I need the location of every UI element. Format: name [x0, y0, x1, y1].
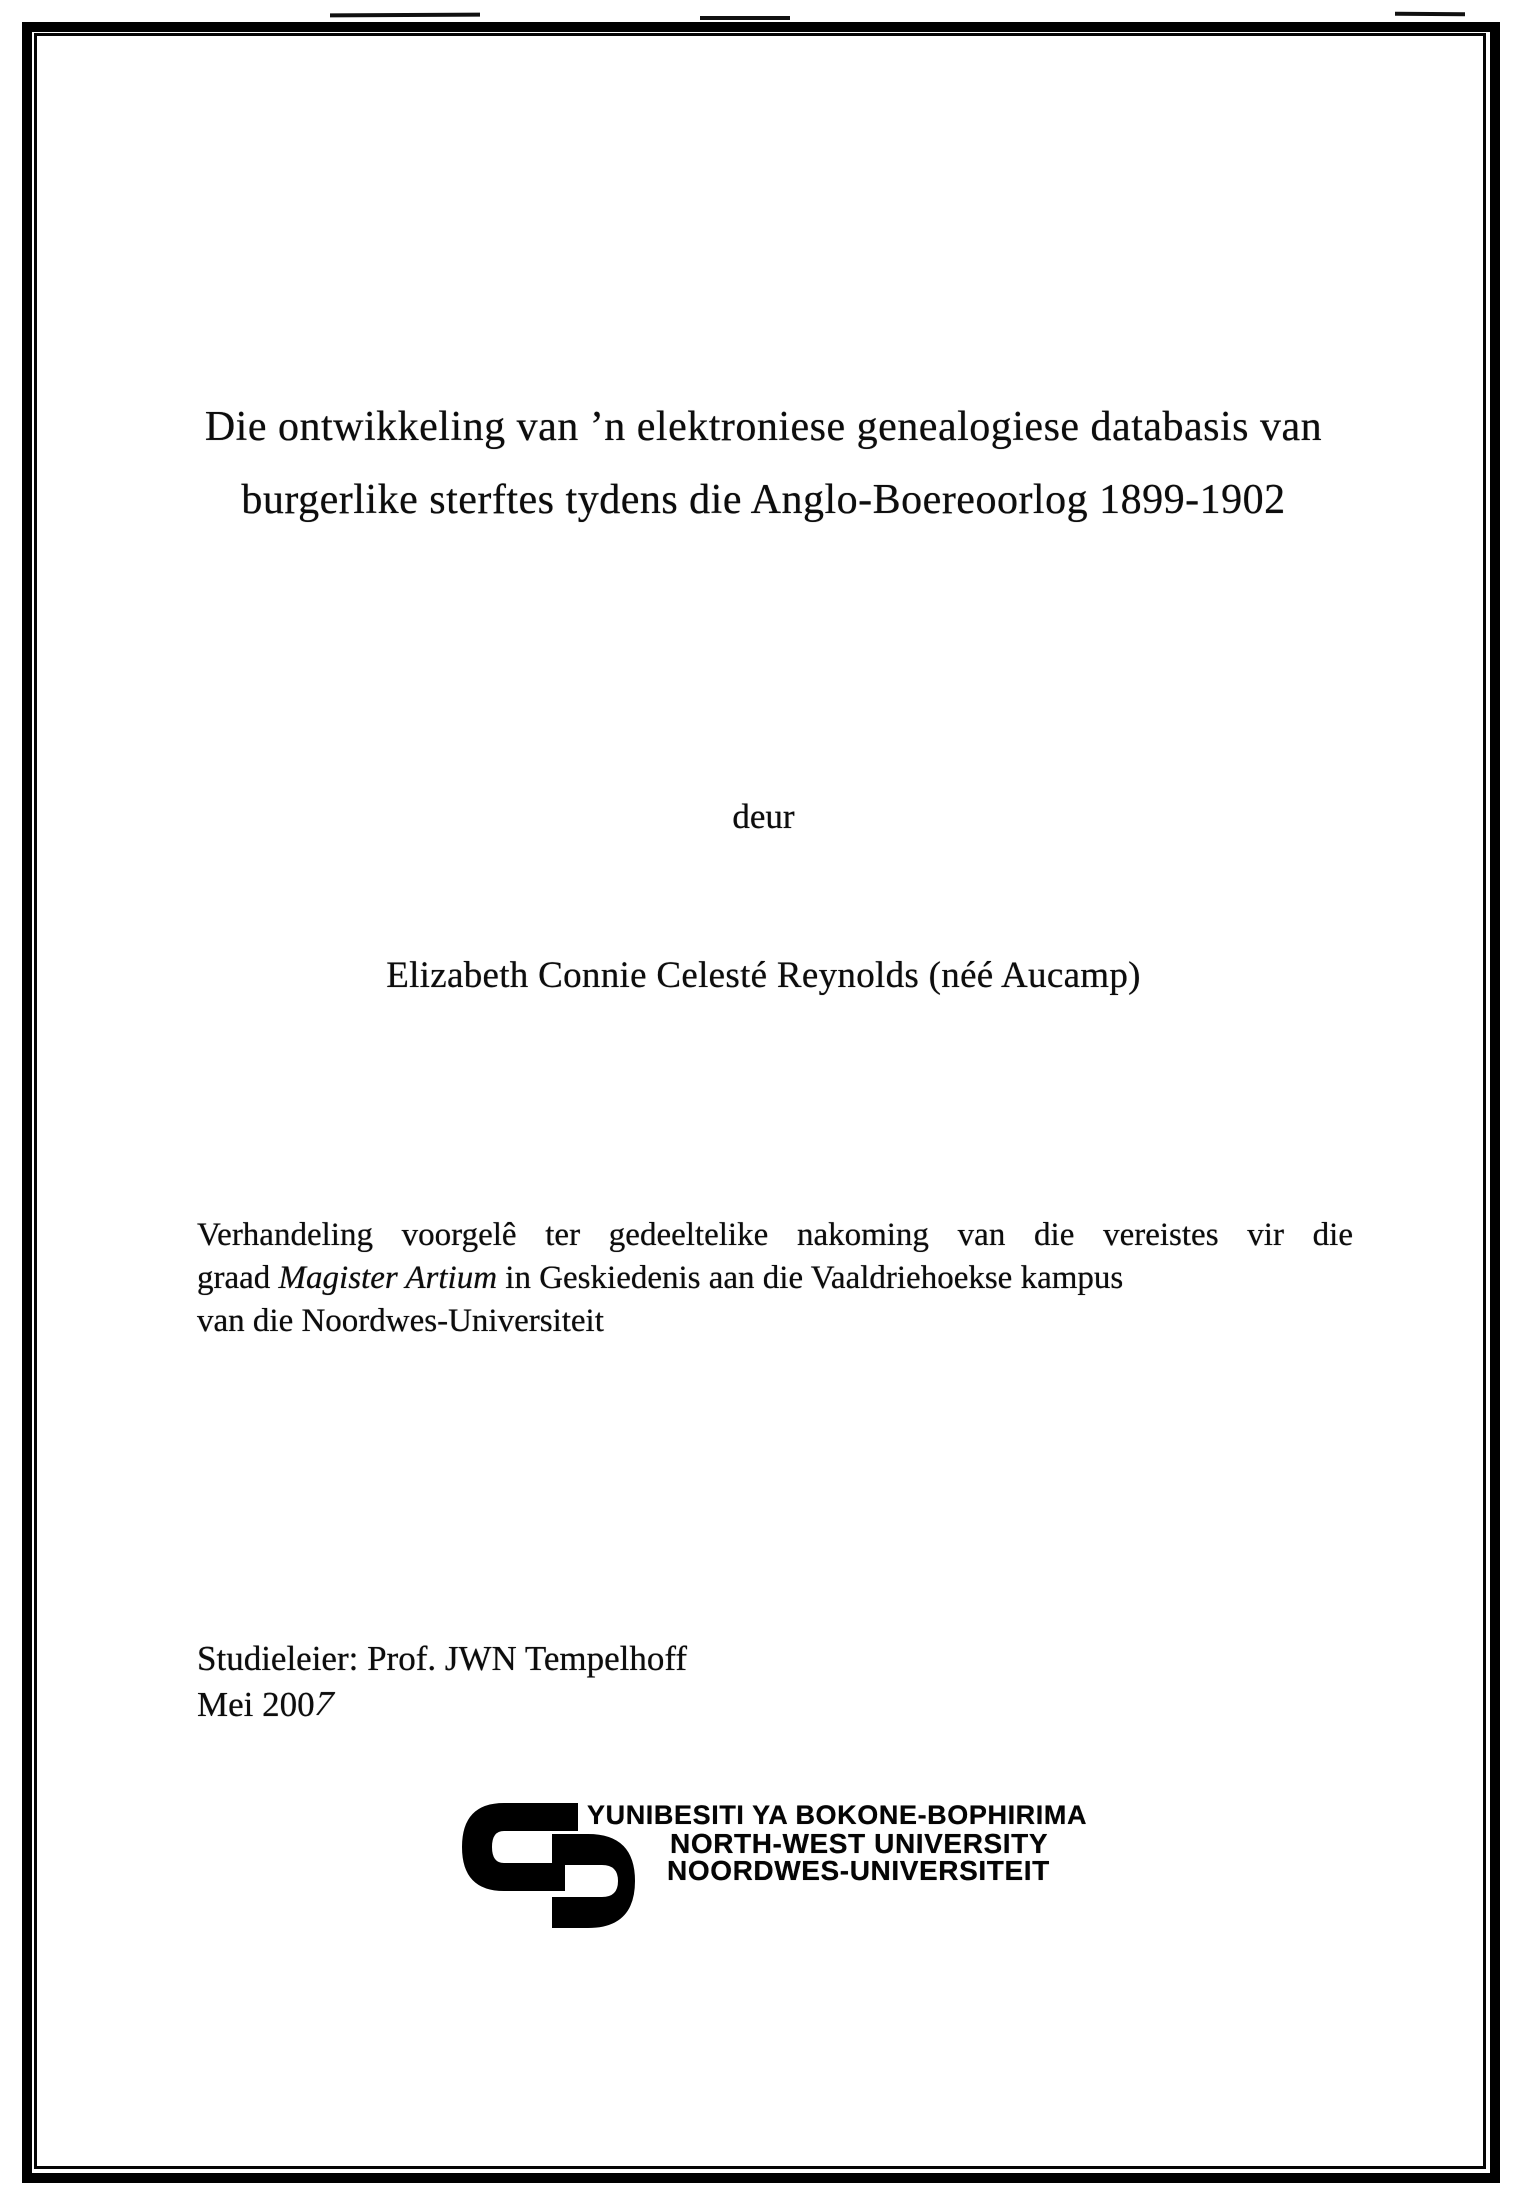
nwu-logo — [456, 1797, 1096, 1937]
scan-artifact — [330, 13, 480, 18]
thesis-title — [0, 391, 1527, 537]
byline-deur: deur — [732, 797, 795, 836]
supervisor-block — [197, 1636, 687, 1728]
scan-artifact — [700, 16, 790, 20]
date-final-digit: 7 — [309, 1684, 339, 1723]
degree-name-italic: Magister Artium — [278, 1260, 498, 1296]
logo-line-setswana: YUNIBESITI YA BOKONE-BOPHIRIMA — [587, 1800, 1088, 1830]
statement-line2 — [197, 1257, 1353, 1300]
logo-line-english: NORTH-WEST UNIVERSITY — [670, 1828, 1049, 1859]
statement-line1: Verhandeling voorgelê ter gedeeltelike nakoming van die vereistes vir die — [197, 1217, 1353, 1253]
statement-line2-suffix: in Geskiedenis aan die Vaaldriehoekse kampus — [497, 1260, 1124, 1296]
statement-line3: van die Noordwes-Universiteit — [197, 1303, 604, 1339]
statement-line2-prefix: graad — [197, 1260, 279, 1296]
scan-artifact — [1395, 12, 1465, 16]
author-name: Elizabeth Connie Celesté Reynolds (néé Aucamp) — [386, 955, 1141, 996]
date-line — [197, 1682, 687, 1728]
thesis-title-line2: burgerlike sterftes tydens die Anglo-Boereoorlog 1899-1902 — [241, 477, 1286, 523]
supervisor-line: Studieleier: Prof. JWN Tempelhoff — [197, 1639, 688, 1678]
date-prefix: Mei 200 — [197, 1685, 315, 1724]
thesis-title-line1: Die ontwikkeling van ’n elektroniese genealogiese databasis van — [204, 404, 1323, 450]
logo-line-afrikaans: NOORDWES-UNIVERSITEIT — [667, 1855, 1050, 1886]
thesis-statement — [197, 1214, 1353, 1343]
